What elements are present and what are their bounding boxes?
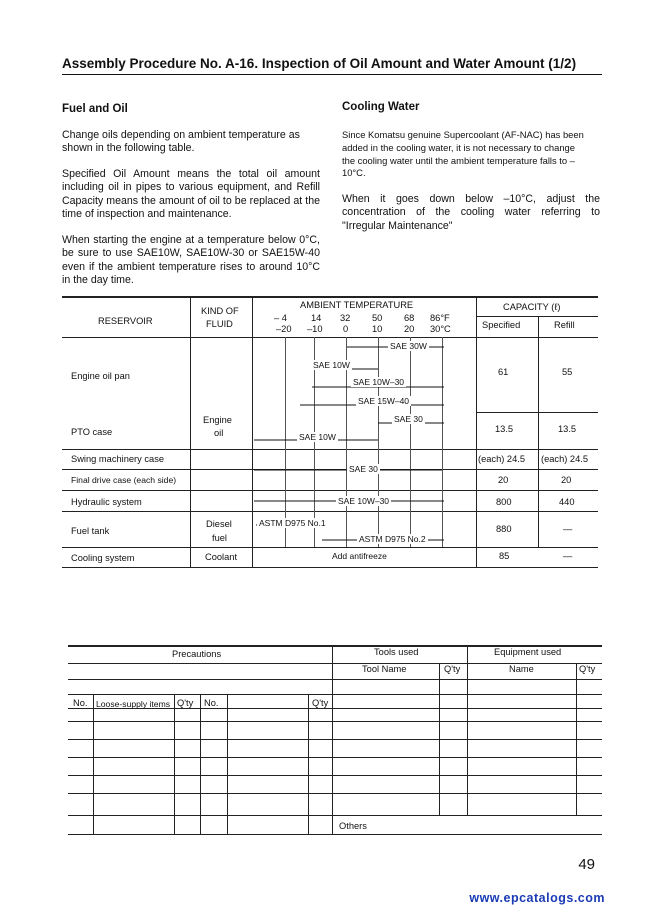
row-hydraulic: Hydraulic system: [71, 497, 142, 507]
cap-fuel-specified: 880: [496, 524, 512, 534]
temp-c-tick: –10: [307, 324, 323, 334]
header-capacity: CAPACITY (ℓ): [503, 302, 561, 312]
cap-pto-specified: 13.5: [495, 424, 514, 434]
header-ambient-temperature: AMBIENT TEMPERATURE: [300, 300, 414, 310]
header-loose-supply: Loose-supply items: [96, 699, 171, 709]
row-engine-oil-pan: Engine oil pan: [71, 371, 130, 381]
bar-sae-30w: SAE 30W: [390, 341, 427, 351]
row-swing-case: Swing machinery case: [71, 454, 165, 464]
header-equipment-qty: Q'ty: [579, 664, 596, 674]
header-rule: [62, 74, 602, 75]
cap-hydraulic-refill: 440: [559, 497, 575, 507]
row-final-drive: Final drive case (each side): [71, 475, 177, 485]
temp-c-tick: –20: [276, 324, 292, 334]
cap-swing-specified: (each) 24.5: [478, 454, 526, 464]
header-no-2: No.: [204, 698, 219, 708]
cap-fuel-refill: —: [563, 524, 573, 534]
header-loose-qty: Q'ty: [177, 698, 194, 708]
temp-c-tick: 10: [372, 324, 383, 334]
page-title: Assembly Procedure No. A-16. Inspection of Oil Amount and Water Amount (1/2): [62, 56, 577, 71]
bar-sae-30: SAE 30: [394, 414, 423, 424]
bar-sae-15w-40: SAE 15W–40: [358, 396, 410, 406]
cap-final-specified: 20: [498, 475, 509, 485]
bar-sae-10w-30: SAE 10W–30: [353, 377, 405, 387]
header-reservoir: RESERVOIR: [98, 316, 153, 326]
cap-final-refill: 20: [561, 475, 572, 485]
fluid-engine-oil: Engine: [203, 415, 232, 425]
bar-sae-30-swing: SAE 30: [349, 464, 378, 474]
row-fuel-tank: Fuel tank: [71, 526, 110, 536]
fuel-oil-paragraph-1: Change oils depending on ambient temperature as shown in the following table.: [62, 129, 300, 155]
header-equipment-name: Name: [509, 664, 534, 674]
cap-engine-specified: 61: [498, 367, 509, 377]
cap-hydraulic-specified: 800: [496, 497, 512, 507]
header-fluid: FLUID: [206, 319, 233, 329]
footer-url-link[interactable]: www.epcatalogs.com: [469, 891, 605, 905]
row-pto-case: PTO case: [71, 427, 113, 437]
temperature-range-bars: [252, 337, 476, 567]
temp-f-tick: 32: [340, 313, 351, 323]
temp-f-tick: 68: [404, 313, 415, 323]
temp-f-tick: – 4: [274, 313, 287, 323]
header-precautions: Precautions: [172, 649, 222, 659]
header-equipment-used: Equipment used: [494, 647, 562, 657]
cap-cooling-refill: —: [563, 551, 573, 561]
cap-pto-refill: 13.5: [558, 424, 577, 434]
cap-cooling-specified: 85: [499, 551, 510, 561]
bar-sae-10w: SAE 10W: [313, 360, 350, 370]
header-tool-name: Tool Name: [362, 664, 407, 674]
temp-c-tick: 30°C: [430, 324, 451, 334]
temp-c-tick: 0: [343, 324, 349, 334]
header-tools-used: Tools used: [374, 647, 419, 657]
fluid-diesel: Diesel: [206, 519, 232, 529]
header-refill: Refill: [554, 320, 575, 330]
cap-swing-refill: (each) 24.5: [541, 454, 589, 464]
row-cooling-system: Cooling system: [71, 553, 135, 563]
fluid-diesel-2: fuel: [212, 533, 227, 543]
header-qty-2: Q'ty: [312, 698, 329, 708]
cooling-water-paragraph-1: Since Komatsu genuine Supercoolant (AF-NAC) has been added in the cooling water, it is not necessary to change the cooling water until the ambient temperature falls to –10°C.: [342, 129, 584, 179]
cooling-water-heading: Cooling Water: [342, 101, 420, 113]
temp-c-tick: 20: [404, 324, 415, 334]
bar-astm-no2: ASTM D975 No.2: [359, 534, 426, 544]
bar-sae-10w-30-hydraulic: SAE 10W–30: [338, 496, 390, 506]
page-number: 49: [578, 856, 595, 873]
fuel-oil-heading: Fuel and Oil: [62, 103, 128, 115]
fluid-coolant: Coolant: [205, 552, 238, 562]
bar-sae-10w-pto: SAE 10W: [299, 432, 336, 442]
header-kind-of: KIND OF: [201, 306, 239, 316]
cap-engine-refill: 55: [562, 367, 573, 377]
bar-add-antifreeze: Add antifreeze: [332, 551, 387, 561]
bar-astm-no1: ASTM D975 No.1: [259, 518, 326, 528]
fuel-oil-paragraph-2: Specified Oil Amount means the total oil amount including oil in pipes to various equipment, and Refill Capacity means the amount of oil to be replaced at the time of inspection and maintenance.: [62, 168, 320, 221]
temp-f-tick: 50: [372, 313, 383, 323]
cooling-water-paragraph-2: When it goes down below –10°C, adjust the concentration of the cooling water referring to "Irregular Maintenance": [342, 193, 600, 232]
temp-f-tick: 86°F: [430, 313, 450, 323]
header-tool-qty: Q'ty: [444, 664, 461, 674]
header-specified: Specified: [482, 320, 521, 330]
others-label: Others: [339, 821, 367, 831]
header-no: No.: [73, 698, 88, 708]
fuel-oil-paragraph-3: When starting the engine at a temperature below 0°C, be sure to use SAE10W, SAE10W-30 or SAE15W-40 even if the ambient temperature rises to around 10°C in the day time.: [62, 234, 320, 287]
fluid-engine-oil-2: oil: [214, 428, 224, 438]
temp-f-tick: 14: [311, 313, 322, 323]
